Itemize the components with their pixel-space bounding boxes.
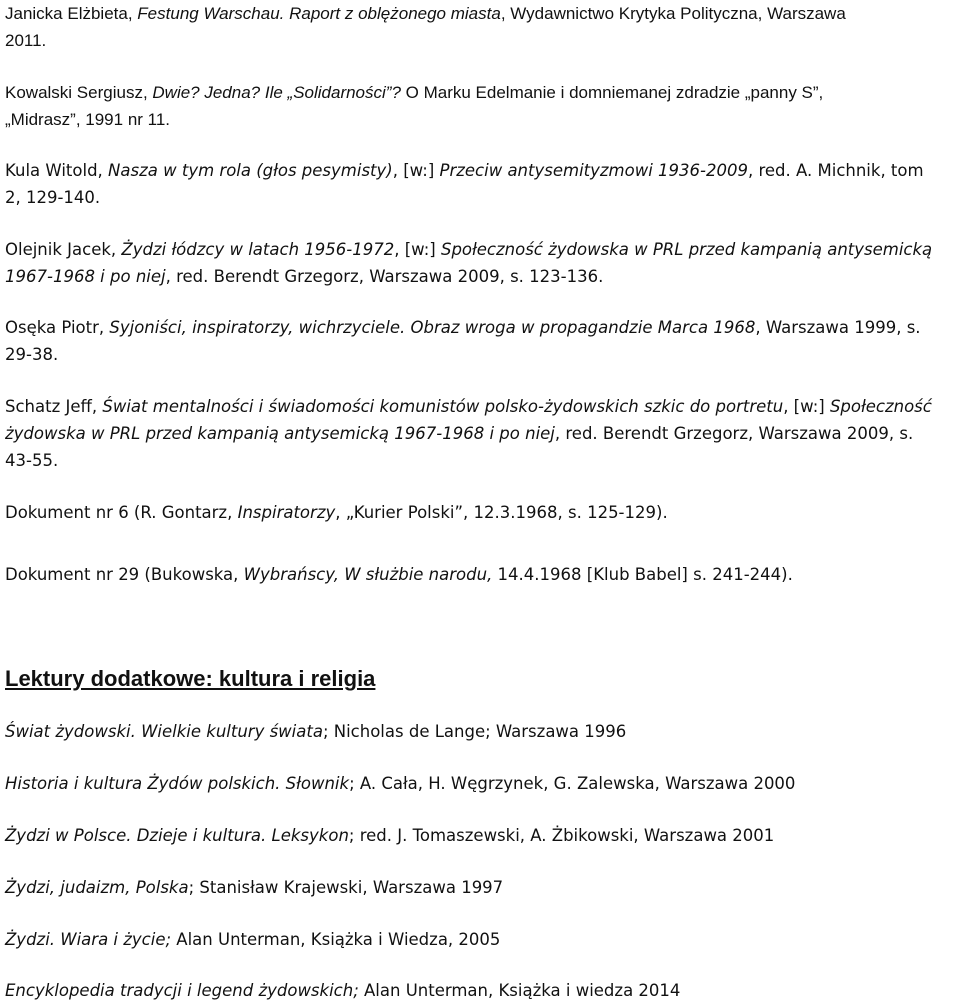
italic-text: Świat żydowski. Wielkie kultury świata [5,722,323,741]
text-segment: Kowalski Sergiusz, [5,83,153,102]
additional-reading-entry-line [5,718,955,745]
text-segment: 43-55. [5,451,59,470]
italic-text: Wybrańscy, W służbie narodu, [243,565,493,584]
bibliography-entry-line [5,499,955,526]
text-segment: 14.4.1968 [Klub Babel] s. 241-244). [492,565,793,584]
bibliography-entry-line [5,184,955,211]
bibliography-entry [5,236,955,290]
additional-reading-entry-line [5,874,955,901]
text-segment: Schatz Jeff, [5,397,103,416]
italic-text: Żydzi łódzcy w latach 1956-1972 [121,240,395,259]
additional-reading-entry-line [5,822,955,849]
text-segment: O Marku Edelmanie i domniemanej zdradzie „panny S”, [405,83,824,102]
text-segment: , „Kurier Polski”, 12.3.1968, s. 125-129). [335,503,668,522]
italic-text: Społeczność żydowska w PRL przed kampanią antysemicką [440,240,933,259]
additional-reading-entry [5,718,955,745]
italic-text: Encyklopedia tradycji i legend żydowskich; [5,981,359,1000]
text-segment: , Wydawnictwo Krytyka Polityczna, Warszawa [500,4,846,23]
bibliography-entry [5,0,955,54]
italic-text: Syjoniści, inspiratorzy, wichrzyciele. Obraz wroga w propagandzie Marca 1968 [109,318,756,337]
italic-text: Przeciw antysemityzmowi 1936-2009 [439,161,748,180]
italic-text: 1967-1968 i po niej [5,267,166,286]
text-segment: „Midrasz”, 1991 nr 11. [5,110,171,129]
text-segment: Dokument nr 6 (R. Gontarz, [5,503,238,522]
text-segment: Kula Witold, [5,161,109,180]
text-segment: ; red. J. Tomaszewski, A. Żbikowski, Warszawa 2001 [348,826,775,845]
bibliography-entry [5,393,955,474]
additional-reading-entry [5,770,955,797]
bibliography-entry-line [5,561,955,588]
text-segment: , red. A. Michnik, tom [747,161,924,180]
text-segment: , [w:] [394,240,441,259]
text-segment: 2, 129-140. [5,188,101,207]
italic-text: Społeczność [829,397,932,416]
text-segment: , Warszawa 1999, s. [755,318,921,337]
bibliography-entry-line [5,79,955,106]
text-segment: 29-38. [5,345,59,364]
text-segment: Dokument nr 29 (Bukowska, [5,565,244,584]
italic-text: Dwie? Jedna? Ile „Solidarności”? [152,83,406,102]
section-heading: Lektury dodatkowe: kultura i religia [5,666,376,691]
bibliography-entry-line [5,447,955,474]
text-segment: Olejnik Jacek, [5,240,122,259]
text-segment: , red. Berendt Grzegorz, Warszawa 2009, s. 123-136. [165,267,604,286]
text-segment: Alan Unterman, Książka i Wiedza, 2005 [171,930,501,949]
bibliography-entry-line [5,106,955,133]
italic-text: żydowska w PRL przed kampanią antysemicką 1967-1968 i po niej [5,424,555,443]
italic-text: Żydzi. Wiara i życie; [5,930,172,949]
additional-reading-entry [5,874,955,901]
text-segment: Alan Unterman, Książka i wiedza 2014 [358,981,681,1000]
italic-text: Żydzi w Polsce. Dzieje i kultura. Leksykon [5,826,349,845]
text-segment: Osęka Piotr, [5,318,110,337]
additional-reading-entry [5,977,955,1004]
text-segment: 2011. [5,31,47,50]
text-segment: Janicka Elżbieta, [5,4,138,23]
italic-text: Świat mentalności i świadomości komunistów polsko-żydowskich szkic do portretu [102,397,784,416]
additional-reading-entry-line [5,977,955,1004]
italic-text: Festung Warschau. [137,4,290,23]
additional-reading-entry-line [5,926,955,953]
italic-text: Nasza w tym rola (głos pesymisty) [108,161,393,180]
bibliography-entry-line [5,393,955,420]
additional-reading-entry [5,926,955,953]
bibliography-entry-line [5,314,955,341]
bibliography-entry [5,79,955,133]
text-segment: , [w:] [783,397,830,416]
additional-reading-entry-line [5,770,955,797]
bibliography-entry-line [5,341,955,368]
bibliography-entry [5,314,955,368]
bibliography-entry-line [5,420,955,447]
bibliography-entry-line [5,263,955,290]
italic-text: Raport z oblężonego miasta [289,4,501,23]
text-segment: ; Nicholas de Lange; Warszawa 1996 [322,722,627,741]
bibliography-entry [5,157,955,211]
italic-text: Inspiratorzy [237,503,336,522]
text-segment: ; A. Cała, H. Węgrzynek, G. Zalewska, Warszawa 2000 [349,774,796,793]
text-segment: , red. Berendt Grzegorz, Warszawa 2009, s. [554,424,914,443]
italic-text: Historia i kultura Żydów polskich. Słownik [5,774,350,793]
italic-text: Żydzi, judaizm, Polska [5,878,189,897]
bibliography-entry-line [5,27,955,54]
bibliography-entry [5,499,955,526]
text-segment: , [w:] [392,161,440,180]
bibliography-entry-line [5,157,955,184]
text-segment: ; Stanisław Krajewski, Warszawa 1997 [188,878,504,897]
bibliography-entry-line [5,0,955,27]
bibliography-entry [5,561,955,588]
additional-reading-entry [5,822,955,849]
bibliography-entry-line [5,236,955,263]
